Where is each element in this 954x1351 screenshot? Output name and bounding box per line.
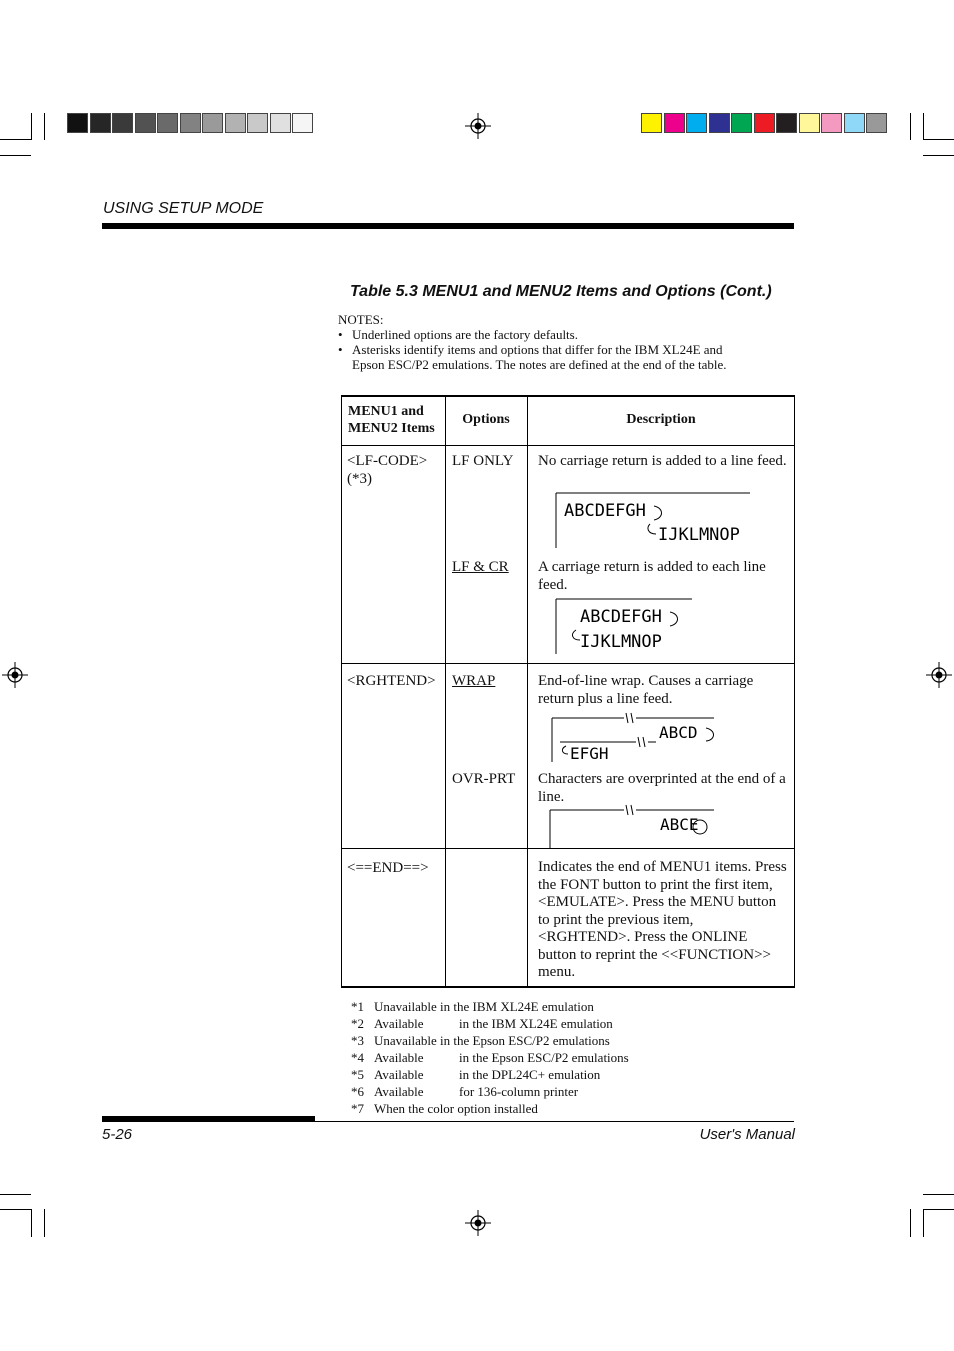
table-row-rule [341, 663, 795, 664]
footnote-text: for 136-column printer [459, 1084, 579, 1099]
calibration-swatch [180, 113, 201, 133]
option-lf-only: LF ONLY [452, 453, 514, 469]
option-ovr-prt: OVR-PRT [452, 771, 516, 787]
calibration-swatch [135, 113, 156, 133]
footer-rule-thin [315, 1121, 794, 1122]
footnote-text: Available [374, 1050, 424, 1065]
crop-mark [923, 1209, 924, 1237]
footnote [351, 1100, 629, 1117]
table-column-rule [527, 395, 528, 988]
crop-mark [0, 155, 31, 156]
diagram-text: IJKLMNOP [658, 525, 740, 545]
footnote-text: Available [374, 1016, 424, 1031]
registration-mark-icon [926, 662, 952, 688]
footer-rule-thick [102, 1116, 315, 1122]
header-items-line: MENU1 and [348, 404, 424, 419]
calibration-swatch [844, 113, 865, 133]
footnote-key: *3 [351, 1033, 364, 1048]
item-name: <LF-CODE> [347, 453, 428, 469]
footnote [351, 998, 629, 1015]
footnote [351, 1032, 629, 1049]
crop-mark [0, 1209, 31, 1210]
item-end: <==END==> [347, 860, 429, 876]
header-rule [102, 223, 794, 229]
crop-mark [31, 113, 32, 140]
footnote-key: *6 [351, 1084, 364, 1099]
note-item: • Asterisks identify items and options that differ for the IBM XL24E and [338, 342, 798, 357]
footnote-key: *7 [351, 1101, 364, 1116]
footnote-text: in the Epson ESC/P2 emulations [459, 1050, 629, 1065]
crop-mark [923, 139, 954, 140]
calibration-swatch [270, 113, 291, 133]
table-notes [338, 312, 798, 372]
option-wrap-default: WRAP [452, 673, 496, 689]
wrap-print-diagram [544, 710, 719, 766]
calibration-swatch [866, 113, 887, 133]
table-row-rule [341, 445, 795, 446]
crop-mark [923, 113, 924, 140]
crop-mark [44, 1209, 45, 1237]
calibration-swatch [112, 113, 133, 133]
footnote [351, 1083, 629, 1100]
calibration-swatch [776, 113, 797, 133]
description-lf-only: No carriage return is added to a line feed. [538, 453, 787, 469]
item-lf-code [347, 452, 427, 488]
footnote-text: Unavailable in the Epson ESC/P2 emulations [374, 1033, 610, 1048]
calibration-swatch [157, 113, 178, 133]
calibration-swatch [821, 113, 842, 133]
description-lf-cr: A carriage return is added to each line feed. [538, 559, 766, 593]
item-note: (*3) [347, 471, 372, 487]
diagram-text: ABCDEFGH [580, 607, 662, 627]
notes-title: NOTES: [338, 312, 384, 327]
calibration-swatch [754, 113, 775, 133]
crop-mark [923, 1209, 954, 1210]
header-options: Options [462, 412, 510, 427]
page-number: 5-26 [102, 1126, 133, 1143]
crop-mark [0, 1194, 31, 1195]
description-wrap: End-of-line wrap. Causes a carriage return plus a line feed. [538, 673, 754, 707]
note-item-continued: Epson ESC/P2 emulations. The notes are defined at the end of the table. [352, 357, 727, 372]
calibration-swatch [67, 113, 88, 133]
table-caption: Table 5.3 MENU1 and MENU2 Items and Options (Cont.) [350, 283, 772, 300]
calibration-swatch [731, 113, 752, 133]
footnote-text: Available [374, 1067, 424, 1082]
running-head: USING SETUP MODE [103, 200, 264, 217]
manual-title: User's Manual [699, 1126, 795, 1143]
header-description: Description [626, 412, 696, 427]
calibration-swatch [641, 113, 662, 133]
registration-mark-icon [465, 113, 491, 139]
crop-mark [31, 1209, 32, 1237]
crop-mark [44, 113, 45, 140]
calibration-swatch [664, 113, 685, 133]
header-items [348, 403, 435, 437]
lf-cr-print-diagram [550, 594, 700, 658]
diagram-text: ABCD [659, 723, 698, 742]
overprint-print-diagram [544, 802, 719, 850]
footnote-key: *5 [351, 1067, 364, 1082]
diagram-text: EFGH [570, 744, 609, 763]
calibration-swatch [709, 113, 730, 133]
footnote-text: Unavailable in the IBM XL24E emulation [374, 999, 594, 1014]
lf-only-print-diagram [550, 488, 755, 552]
item-rghtend: <RGHTEND> [347, 673, 436, 689]
crop-mark [910, 1209, 911, 1237]
crop-mark [923, 1194, 954, 1195]
footnote-text: in the DPL24C+ emulation [459, 1067, 601, 1082]
footnote [351, 1066, 629, 1083]
footnote-text: Available [374, 1084, 424, 1099]
calibration-swatch [90, 113, 111, 133]
footnote-key: *4 [351, 1050, 364, 1065]
footnote-key: *2 [351, 1016, 364, 1031]
diagram-text: ABCDEFGH [564, 501, 646, 521]
diagram-text: IJKLMNOP [580, 632, 662, 652]
description-ovr-prt: Characters are overprinted at the end of a line. [538, 771, 786, 805]
description-end: Indicates the end of MENU1 items. Press the FONT button to print the first item, <EMULATE>. Press the MENU button to print the previous item, <RGHTEND>. Press the ONLINE button to reprint the <<FUNCTION>> menu. [538, 859, 787, 980]
crop-mark [923, 155, 954, 156]
calibration-swatch [202, 113, 223, 133]
crop-mark [0, 139, 31, 140]
calibration-swatch [292, 113, 313, 133]
footnote-text: When the color option installed [374, 1101, 538, 1116]
note-item: • Underlined options are the factory defaults. [338, 327, 798, 342]
footnote-key: *1 [351, 999, 364, 1014]
calibration-swatch [247, 113, 268, 133]
registration-mark-icon [465, 1210, 491, 1236]
calibration-swatch [225, 113, 246, 133]
registration-mark-icon [2, 662, 28, 688]
footnote [351, 1049, 629, 1066]
option-lf-cr-default: LF & CR [452, 559, 509, 575]
diagram-text: ABCE [660, 815, 699, 834]
crop-mark [910, 113, 911, 140]
header-items-line: MENU2 Items [348, 421, 435, 436]
footnote-text: in the IBM XL24E emulation [459, 1016, 613, 1031]
calibration-swatch [799, 113, 820, 133]
footnote [351, 1015, 629, 1032]
footnotes [351, 998, 629, 1117]
calibration-swatch [686, 113, 707, 133]
table-column-rule [445, 395, 446, 988]
